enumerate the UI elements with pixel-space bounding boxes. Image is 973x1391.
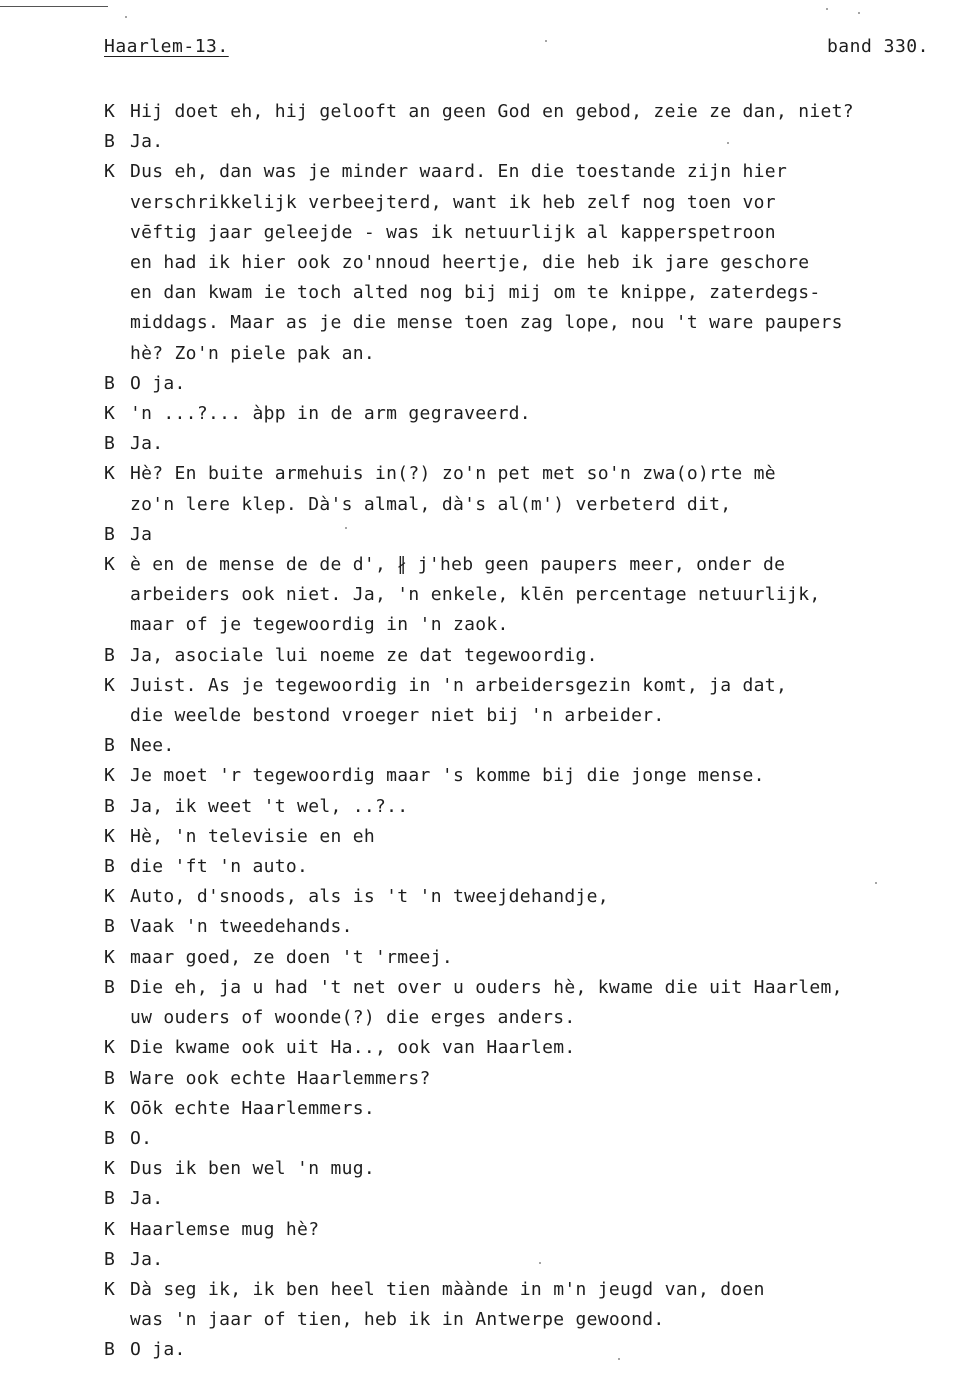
speaker-label: B: [104, 372, 116, 394]
speaker-label: B: [104, 916, 116, 938]
dialogue-turn: [104, 520, 934, 550]
dialogue-continuation: [104, 248, 934, 278]
speaker-label: B: [104, 131, 116, 153]
dialogue-text: en dan kwam ie toch alted nog bij mij om te knippe, zaterdegs-: [130, 282, 821, 304]
dialogue-text: Ja: [130, 523, 153, 545]
dialogue-turn: [104, 882, 934, 912]
dialogue-turn: [104, 641, 934, 671]
dialogue-turn: [104, 1154, 934, 1184]
dialogue-text: en had ik hier ook zo'nnoud heertje, die heb ik jare geschore: [130, 252, 810, 274]
dialogue-turn: [104, 1033, 934, 1063]
scan-speck: [858, 12, 860, 14]
speaker-label: K: [104, 463, 116, 485]
dialogue-text: 'n ...?... àþp in de arm gegraveerd.: [130, 403, 531, 425]
dialogue-text: Vaak 'n tweedehands.: [130, 916, 353, 938]
speaker-label: K: [104, 101, 116, 122]
dialogue-turn: [104, 761, 934, 791]
dialogue-text: die 'ft 'n auto.: [130, 856, 309, 878]
speaker-label: K: [104, 674, 116, 696]
dialogue-text: O ja.: [130, 372, 186, 394]
dialogue-turn: [104, 671, 934, 701]
dialogue-text: Die eh, ja u had 't net over u ouders hè, kwame die uit Haarlem,: [130, 976, 843, 998]
dialogue-turn: [104, 399, 934, 429]
dialogue-turn: [104, 1094, 934, 1124]
dialogue-text: O ja.: [130, 1339, 186, 1361]
speaker-label: K: [104, 825, 116, 847]
dialogue-turn: [104, 157, 934, 187]
dialogue-turn: [104, 369, 934, 399]
dialogue-text: maar goed, ze doen 't 'rmeej.: [130, 946, 453, 968]
dialogue-text: zo'n lere klep. Dà's almal, dà's al(m') verbeterd dit,: [130, 493, 732, 515]
dialogue-text: Nee.: [130, 735, 175, 757]
dialogue-turn: [104, 792, 934, 822]
dialogue-turn: [104, 550, 934, 580]
speaker-label: K: [104, 886, 116, 908]
speaker-label: B: [104, 1339, 116, 1361]
dialogue-text: Ware ook echte Haarlemmers?: [130, 1067, 431, 1089]
dialogue-text: middags. Maar as je die mense toen zag lope, nou 't ware paupers: [130, 312, 843, 334]
dialogue-turn: [104, 1184, 934, 1214]
scan-speck: [539, 1262, 541, 1264]
dialogue-text: Haarlemse mug hè?: [130, 1218, 320, 1240]
speaker-label: B: [104, 1188, 116, 1210]
dialogue-text: verschrikkelijk verbeejterd, want ik heb zelf nog toen vor: [130, 191, 776, 213]
dialogue-text: was 'n jaar of tien, heb ik in Antwerpe gewoond.: [130, 1309, 665, 1331]
dialogue-continuation: [104, 610, 934, 640]
speaker-label: K: [104, 403, 116, 425]
scan-speck: [618, 1358, 620, 1360]
speaker-label: K: [104, 1097, 116, 1119]
dialogue-text: vēftig jaar geleejde - was ik netuurlijk al kapperspetroon: [130, 221, 776, 243]
document-title: Haarlem-13.: [104, 36, 229, 57]
dialogue-text: O.: [130, 1127, 153, 1149]
speaker-label: K: [104, 554, 116, 576]
speaker-label: K: [104, 765, 116, 787]
dialogue-continuation: [104, 339, 934, 369]
speaker-label: K: [104, 1278, 116, 1300]
dialogue-turn: [104, 973, 934, 1003]
dialogue-text: uw ouders of woonde(?) die erges anders.: [130, 1007, 576, 1029]
dialogue-turn: [104, 852, 934, 882]
dialogue-continuation: [104, 218, 934, 248]
speaker-label: B: [104, 644, 116, 666]
dialogue-text: Ja.: [130, 1248, 164, 1270]
dialogue-text: Ja.: [130, 1188, 164, 1210]
scan-speck: [727, 142, 729, 144]
speaker-label: B: [104, 1067, 116, 1089]
dialogue-turn: [104, 1215, 934, 1245]
speaker-label: K: [104, 161, 116, 183]
dialogue-turn: [104, 97, 934, 127]
scan-speck: [875, 882, 877, 884]
dialogue-text: Dus eh, dan was je minder waard. En die toestande zijn hier: [130, 161, 788, 183]
speaker-label: B: [104, 976, 116, 998]
dialogue-continuation: [104, 580, 934, 610]
dialogue-text: hè? Zo'n piele pak an.: [130, 342, 376, 364]
scan-speck: [345, 527, 347, 529]
speaker-label: B: [104, 523, 116, 545]
dialogue-turn: [104, 731, 934, 761]
dialogue-turn: [104, 127, 934, 157]
dialogue-continuation: [104, 278, 934, 308]
top-edge-line: [0, 6, 108, 7]
dialogue-continuation: [104, 490, 934, 520]
dialogue-text: Oōk echte Haarlemmers.: [130, 1097, 376, 1119]
scan-speck: [125, 16, 127, 18]
dialogue-turn: [104, 943, 934, 973]
dialogue-text: Ja, ik weet 't wel, ..?..: [130, 795, 409, 817]
speaker-label: K: [104, 1037, 116, 1059]
dialogue-text: Dà seg ik, ik ben heel tien màànde in m'n jeugd van, doen: [130, 1278, 765, 1300]
dialogue-text: arbeiders ook niet. Ja, 'n enkele, klēn percentage netuurlijk,: [130, 584, 821, 606]
dialogue-turn: [104, 459, 934, 489]
dialogue-continuation: [104, 1003, 934, 1033]
dialogue-text: die weelde bestond vroeger niet bij 'n arbeider.: [130, 705, 665, 727]
speaker-label: B: [104, 1248, 116, 1270]
dialogue-turn: [104, 1245, 934, 1275]
dialogue-turn: [104, 1335, 934, 1365]
tape-number: band 330.: [826, 36, 929, 57]
dialogue-text: Die kwame ook uit Ha.., ook van Haarlem.: [130, 1037, 576, 1059]
dialogue-continuation: [104, 188, 934, 218]
speaker-label: K: [104, 1218, 116, 1240]
dialogue-text: Ja.: [130, 433, 164, 455]
dialogue-continuation: [104, 1305, 934, 1335]
dialogue-text: Auto, d'snoods, als is 't 'n tweejdehandje,: [130, 886, 609, 908]
dialogue-turn: [104, 429, 934, 459]
dialogue-continuation: [104, 308, 934, 338]
speaker-label: B: [104, 856, 116, 878]
scan-speck: [545, 40, 547, 42]
dialogue-turn: [104, 822, 934, 852]
dialogue-text: Je moet 'r tegewoordig maar 's komme bij die jonge mense.: [130, 765, 765, 787]
dialogue-text: Juist. As je tegewoordig in 'n arbeidersgezin komt, ja dat,: [130, 674, 788, 696]
transcript-body: [104, 97, 934, 1366]
scan-speck: [826, 8, 828, 10]
speaker-label: B: [104, 1127, 116, 1149]
dialogue-turn: [104, 912, 934, 942]
dialogue-text: è en de mense de de d', ∦ j'heb geen paupers meer, onder de: [130, 554, 786, 576]
dialogue-text: Hè? En buite armehuis in(?) zo'n pet met so'n zwa(o)rte mè: [130, 463, 776, 485]
speaker-label: B: [104, 433, 116, 455]
speaker-label: K: [104, 1158, 116, 1180]
dialogue-text: maar of je tegewoordig in 'n zaok.: [130, 614, 509, 636]
dialogue-text: Dus ik ben wel 'n mug.: [130, 1158, 376, 1180]
dialogue-text: Hè, 'n televisie en eh: [130, 825, 376, 847]
dialogue-text: Ja, asociale lui noeme ze dat tegewoordig.: [130, 644, 598, 666]
speaker-label: B: [104, 795, 116, 817]
dialogue-text: Hij doet eh, hij gelooft an geen God en gebod, zeie ze dan, niet?: [130, 101, 854, 122]
speaker-label: K: [104, 946, 116, 968]
dialogue-text: Ja.: [130, 131, 164, 153]
dialogue-turn: [104, 1064, 934, 1094]
speaker-label: B: [104, 735, 116, 757]
dialogue-turn: [104, 1124, 934, 1154]
dialogue-turn: [104, 1275, 934, 1305]
dialogue-continuation: [104, 701, 934, 731]
